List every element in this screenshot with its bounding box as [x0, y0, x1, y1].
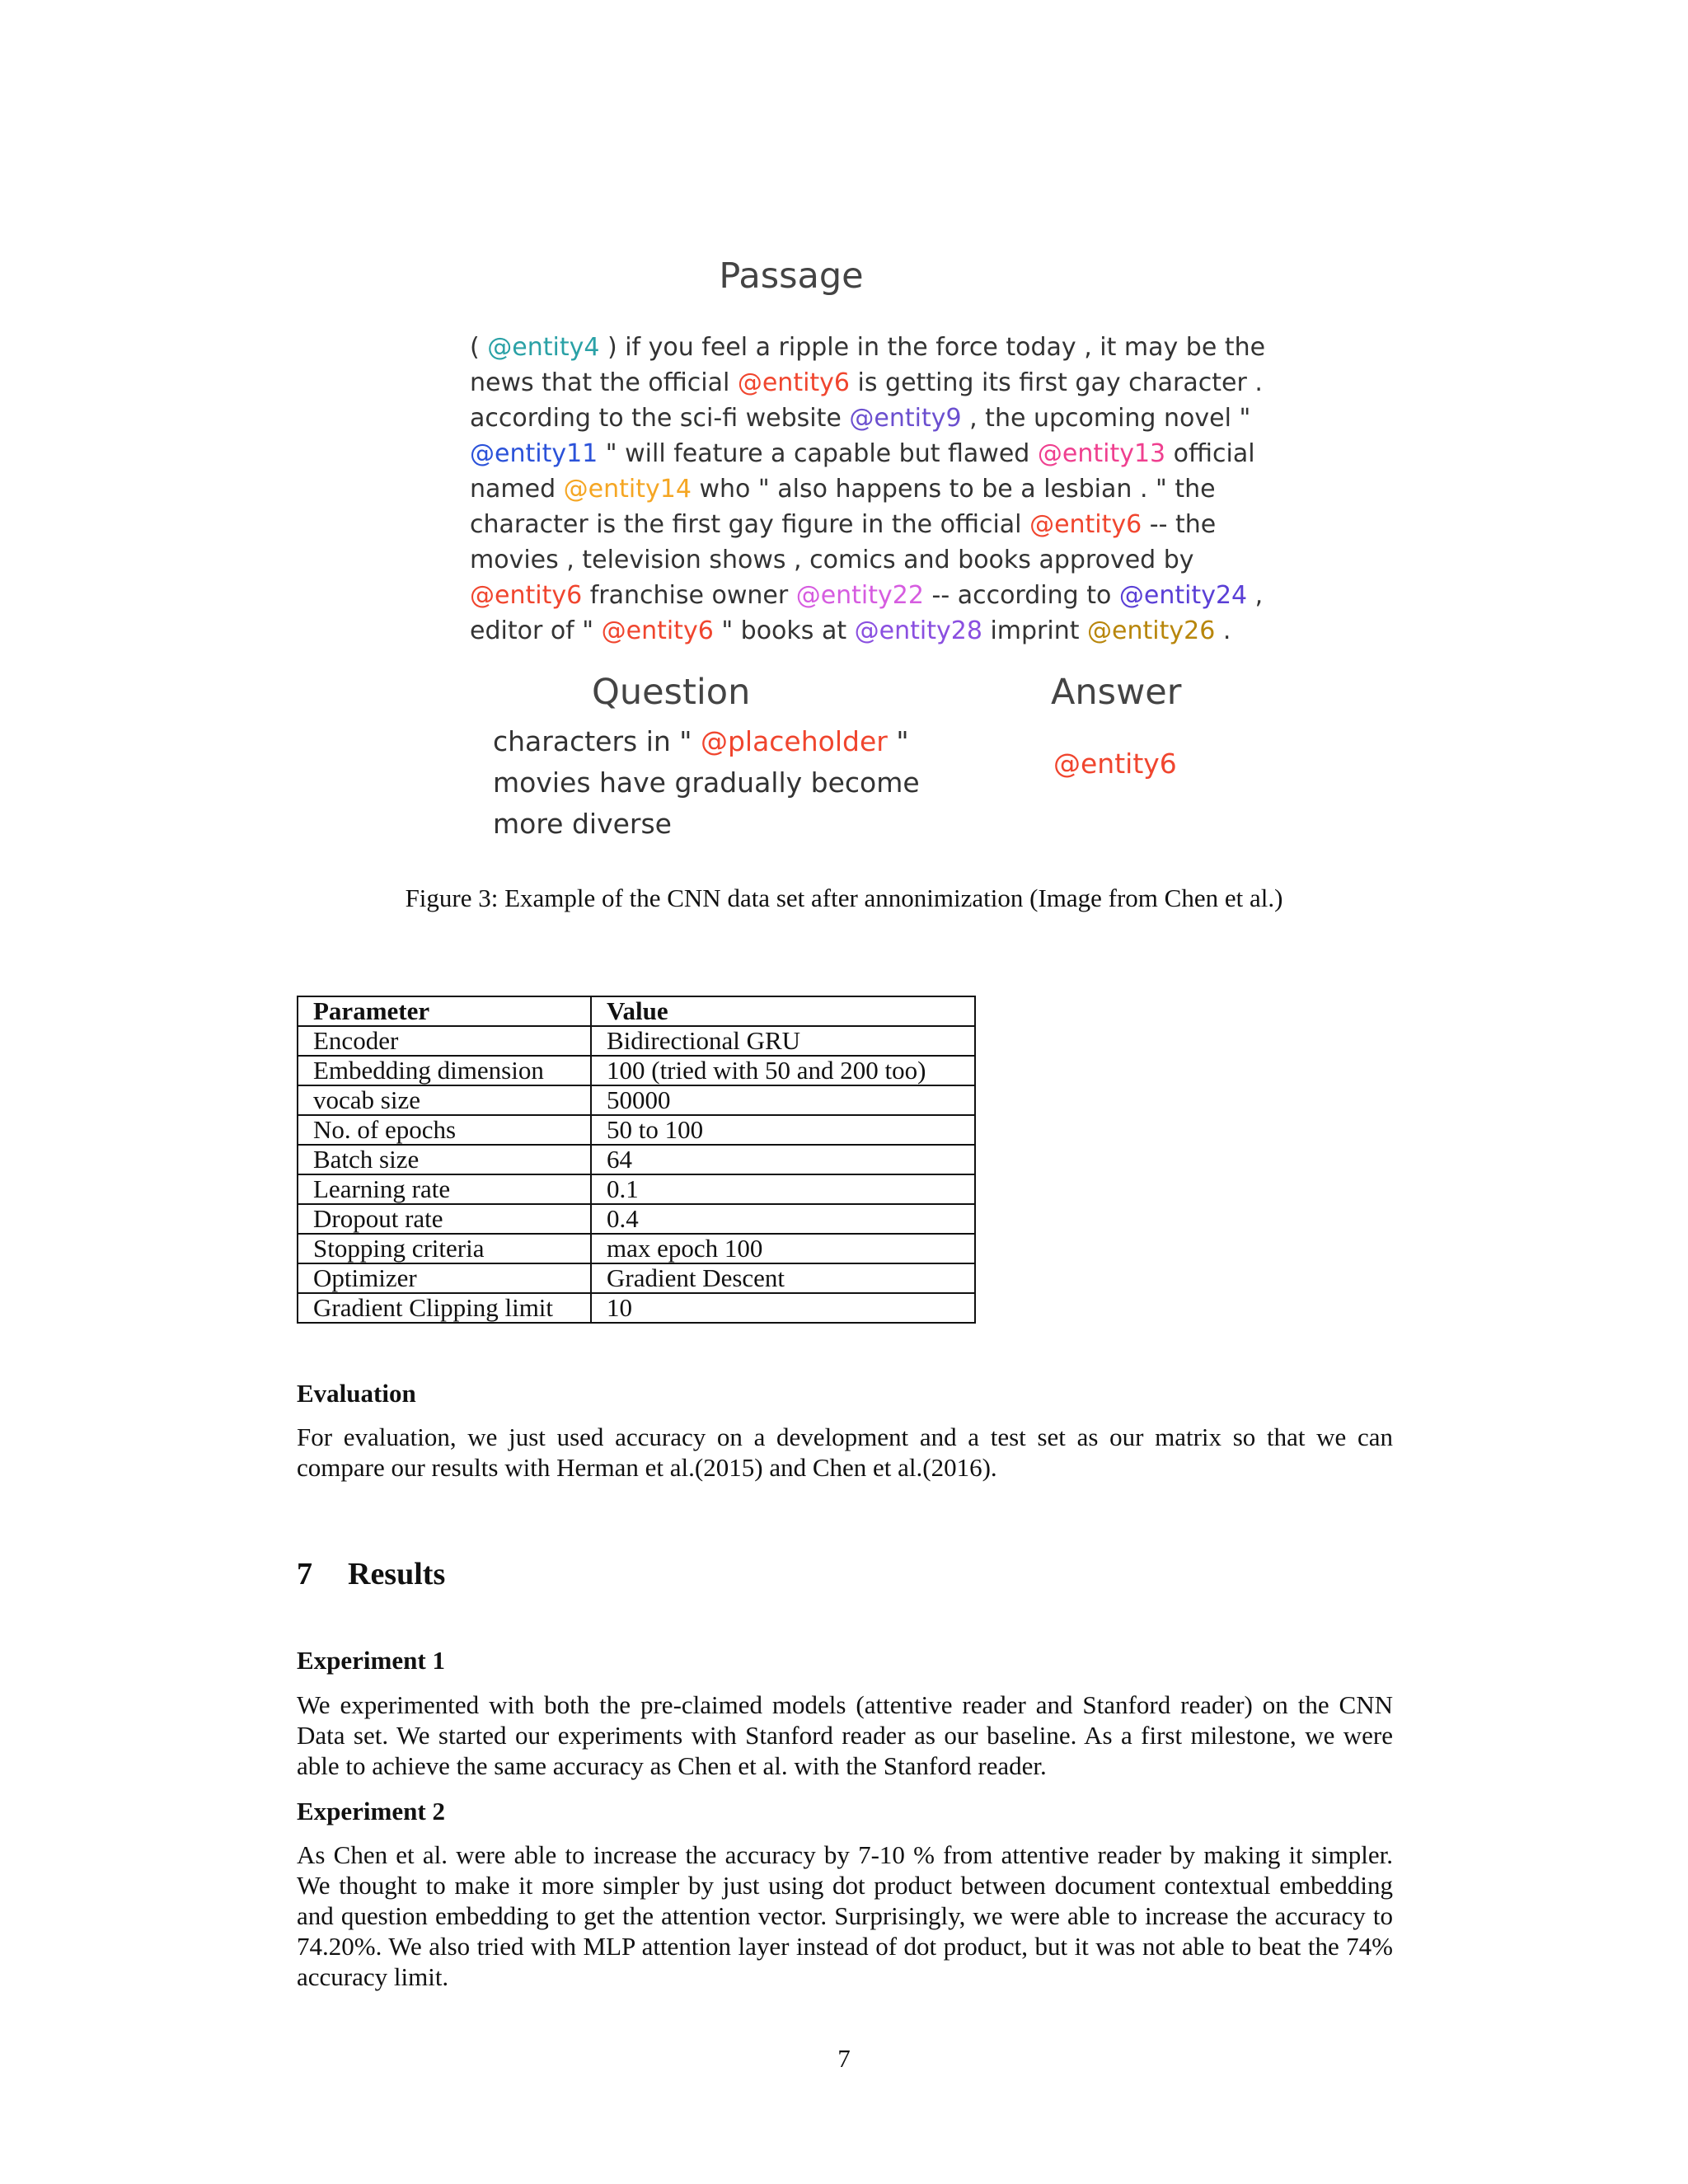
table-row — [298, 1263, 975, 1293]
table-row — [298, 1293, 975, 1323]
table-row — [298, 1056, 975, 1085]
experiment2-paragraph: As Chen et al. were able to increase the accuracy by 7-10 % from attentive reader by making it simpler. We thought to make it more simpler by just using dot product between document contextual embedding and question embedding to get the attention vector. Surprisingly, we were able to increase the accuracy to 74.20%. We also tried with MLP attention layer instead of dot product, but it was not able to beat the 74% accuracy limit. — [297, 1840, 1393, 1991]
parameter-cell: Encoder — [298, 1026, 591, 1056]
value-cell: 0.1 — [591, 1174, 975, 1204]
table-row — [298, 1085, 975, 1115]
passage-title: Passage — [719, 255, 864, 297]
question-title: Question — [592, 672, 751, 713]
table-row — [298, 1026, 975, 1056]
value-cell: 50000 — [591, 1085, 975, 1115]
entity-token: @entity6 — [737, 368, 851, 397]
passage-line — [470, 365, 1263, 401]
page-number: 7 — [837, 2044, 851, 2073]
figure-caption: Figure 3: Example of the CNN data set after annonimization (Image from Chen et al.) — [405, 883, 1283, 912]
evaluation-paragraph: For evaluation, we just used accuracy on a development and a test set as our matrix so that we can compare our results with Herman et al.(2015) and Chen et al.(2016). — [297, 1422, 1393, 1482]
text-segment: , — [1247, 581, 1264, 610]
text-segment: imprint — [982, 616, 1088, 645]
text-segment: movies , television shows , comics and books approved by — [470, 546, 1194, 574]
entity-token: @entity9 — [849, 404, 962, 433]
entity-token: @entity6 — [470, 581, 583, 610]
entity-token: @entity6 — [1029, 510, 1142, 539]
passage-line — [470, 401, 1251, 436]
text-segment: according to the sci-fi website — [470, 404, 850, 433]
text-segment: who " also happens to be a lesbian . " the — [691, 475, 1216, 504]
parameter-cell: Embedding dimension — [298, 1056, 591, 1085]
experiment1-paragraph: We experimented with both the pre-claimed models (attentive reader and Stanford reader) on the CNN Data set. We started our experiments with Stanford reader as our baseline. As a first milestone, we were able to achieve the same accuracy as Chen et al. with the Stanford reader. — [297, 1690, 1393, 1780]
evaluation-heading: Evaluation — [297, 1379, 416, 1408]
value-cell: 50 to 100 — [591, 1115, 975, 1145]
question-text — [493, 721, 954, 845]
value-cell: Gradient Descent — [591, 1263, 975, 1293]
table-header-value: Value — [591, 996, 975, 1026]
answer-text: @entity6 — [1053, 748, 1177, 780]
text-segment: , the upcoming novel " — [961, 404, 1251, 433]
parameter-cell: Gradient Clipping limit — [298, 1293, 591, 1323]
text-segment: official — [1165, 439, 1255, 468]
text-segment: characters in " — [493, 725, 701, 757]
passage-line — [470, 330, 1266, 365]
question-line — [493, 762, 954, 804]
table-header-parameter: Parameter — [298, 996, 591, 1026]
text-segment: . — [1215, 616, 1231, 645]
text-segment: more diverse — [493, 808, 672, 840]
entity-token: @placeholder — [700, 725, 888, 757]
text-segment: editor of " — [470, 616, 602, 645]
parameter-cell: Stopping criteria — [298, 1234, 591, 1263]
entity-token: @entity14 — [563, 475, 692, 504]
passage-line — [470, 471, 1228, 507]
entity-token: @entity4 — [487, 333, 600, 362]
entity-token: @entity6 — [601, 616, 714, 645]
value-cell: Bidirectional GRU — [591, 1026, 975, 1056]
passage-text — [470, 330, 1266, 649]
section-title: Results — [348, 1557, 446, 1591]
parameter-cell: vocab size — [298, 1085, 591, 1115]
parameter-cell: Dropout rate — [298, 1204, 591, 1234]
text-segment: -- according to — [923, 581, 1119, 610]
entity-token: @entity11 — [470, 439, 598, 468]
entity-token: @entity26 — [1087, 616, 1216, 645]
text-segment: ) if you feel a ripple in the force today , it may be the — [599, 333, 1266, 362]
table-row — [298, 1234, 975, 1263]
table-row — [298, 1115, 975, 1145]
answer-title: Answer — [1051, 672, 1182, 713]
text-segment: character is the first gay figure in the official — [470, 510, 1030, 539]
value-cell: 64 — [591, 1145, 975, 1174]
question-line — [493, 804, 954, 845]
parameter-table — [297, 996, 976, 1324]
entity-token: @entity28 — [854, 616, 982, 645]
value-cell: max epoch 100 — [591, 1234, 975, 1263]
cnn-example-figure — [462, 255, 1266, 849]
text-segment: " will feature a capable but flawed — [598, 439, 1038, 468]
entity-token: @entity13 — [1037, 439, 1166, 468]
value-cell: 10 — [591, 1293, 975, 1323]
text-segment: named — [470, 475, 564, 504]
parameter-cell: Batch size — [298, 1145, 591, 1174]
text-segment: ( — [470, 333, 488, 362]
text-segment: news that the official — [470, 368, 738, 397]
passage-line — [470, 578, 1264, 613]
parameter-cell: Learning rate — [298, 1174, 591, 1204]
entity-token: @entity22 — [795, 581, 924, 610]
passage-line — [470, 507, 1228, 542]
question-line — [493, 721, 954, 762]
text-segment: " books at — [713, 616, 855, 645]
section-heading — [297, 1556, 445, 1592]
parameter-cell: No. of epochs — [298, 1115, 591, 1145]
table-row — [298, 1174, 975, 1204]
text-segment: is getting its first gay character . — [850, 368, 1263, 397]
text-segment: " — [887, 725, 909, 757]
experiment1-heading: Experiment 1 — [297, 1646, 445, 1675]
text-segment: movies have gradually become — [493, 766, 920, 799]
table-row — [298, 1204, 975, 1234]
text-segment: franchise owner — [582, 581, 796, 610]
entity-token: @entity24 — [1118, 581, 1248, 610]
passage-line — [470, 436, 1255, 471]
table-header-row — [298, 996, 975, 1026]
table-row — [298, 1145, 975, 1174]
passage-line — [470, 613, 1231, 649]
passage-line — [470, 542, 1228, 578]
parameter-cell: Optimizer — [298, 1263, 591, 1293]
value-cell: 0.4 — [591, 1204, 975, 1234]
value-cell: 100 (tried with 50 and 200 too) — [591, 1056, 975, 1085]
experiment2-heading: Experiment 2 — [297, 1797, 445, 1825]
text-segment: -- the — [1142, 510, 1217, 539]
section-number: 7 — [297, 1557, 312, 1591]
